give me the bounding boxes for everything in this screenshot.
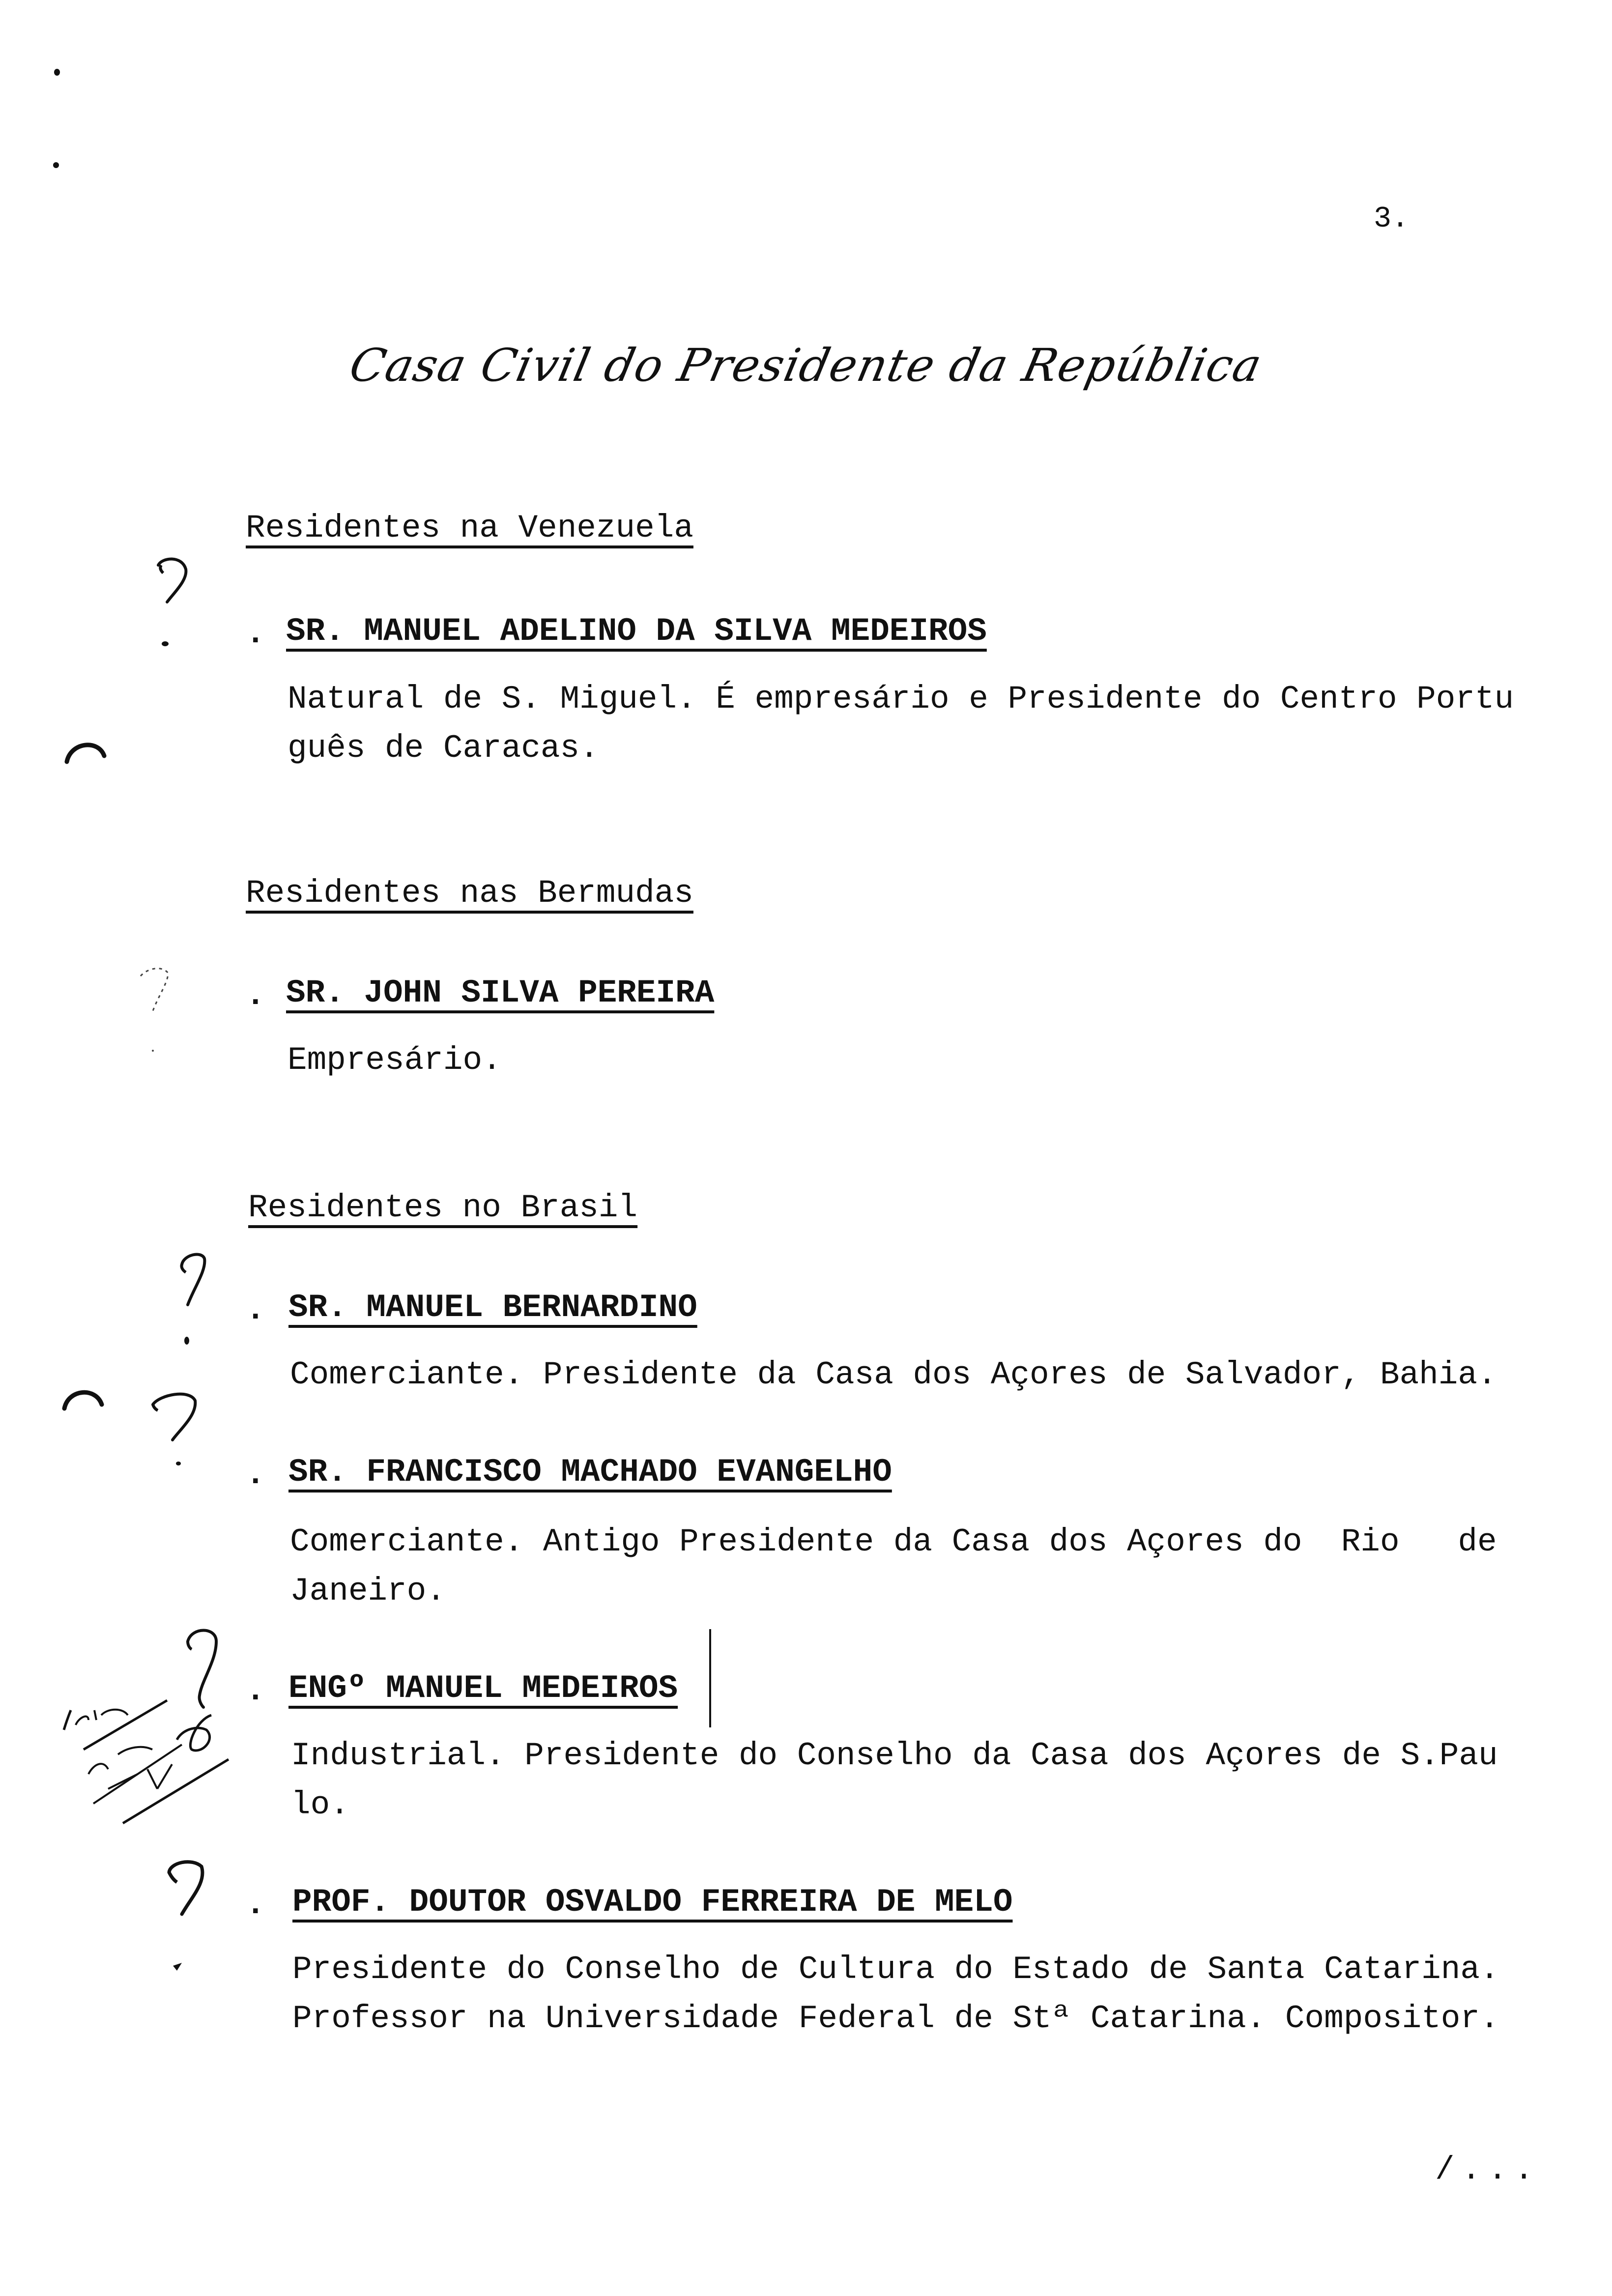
entry-description-line: guês de Caracas. <box>288 730 599 767</box>
entry-name: SR. MANUEL BERNARDINO <box>288 1289 697 1326</box>
entry-description-line: lo. <box>291 1786 349 1823</box>
entry-description-line: Empresário. <box>288 1042 502 1079</box>
section-heading-venezuela: Residentes na Venezuela <box>246 510 693 546</box>
entry-bullet: . <box>246 1456 265 1493</box>
entry-bullet: . <box>246 1672 265 1709</box>
section-heading-bermudas: Residentes nas Bermudas <box>246 875 693 912</box>
handwritten-note-icon <box>54 1622 241 1831</box>
margin-vertical-line <box>709 1629 711 1727</box>
entry-name: SR. MANUEL ADELINO DA SILVA MEDEIROS <box>286 613 987 650</box>
question-mark-icon <box>152 555 192 656</box>
margin-speck-upper <box>52 161 62 173</box>
entry-description-line: Industrial. Presidente do Conselho da Casa dos Açores de S.Pau <box>291 1737 1498 1774</box>
arc-mark-icon <box>64 737 113 769</box>
margin-speck-top <box>53 68 63 80</box>
arc-mark-icon <box>61 1386 111 1418</box>
page-number: 3. <box>1374 202 1410 236</box>
entry-description-line: Janeiro. <box>290 1573 446 1609</box>
entry-description-line: Comerciante. Antigo Presidente da Casa dos Açores do Rio de <box>290 1523 1497 1560</box>
entry-bullet: . <box>246 1886 265 1923</box>
entry-description-line: Comerciante. Presidente da Casa dos Açores de Salvador, Bahia. <box>290 1356 1497 1393</box>
entry-description-line: Presidente do Conselho de Cultura do Estado de Santa Catarina. <box>292 1951 1499 1988</box>
entry-bullet: . <box>246 977 265 1014</box>
question-mark-icon <box>162 1853 216 1973</box>
entry-description-line: Natural de S. Miguel. É empresário e Presidente do Centro Portu <box>288 681 1514 718</box>
entry-name: SR. FRANCISCO MACHADO EVANGELHO <box>288 1454 892 1491</box>
entry-name: PROF. DOUTOR OSVALDO FERREIRA DE MELO <box>292 1884 1013 1921</box>
faint-question-mark-icon <box>138 963 172 1039</box>
section-heading-brasil: Residentes no Brasil <box>248 1189 638 1226</box>
entry-name: SR. JOHN SILVA PEREIRA <box>286 975 715 1011</box>
letterhead-title: Casa Civil do Presidente da República <box>345 339 1267 392</box>
continuation-mark: /... <box>1435 2152 1541 2188</box>
question-mark-icon <box>150 1391 204 1472</box>
entry-description-line: Professor na Universidade Federal de Stª Catarina. Compositor. <box>292 2000 1499 2037</box>
question-mark-icon <box>177 1251 216 1351</box>
entry-name: ENGº MANUEL MEDEIROS <box>288 1670 678 1707</box>
entry-bullet: . <box>246 1292 265 1328</box>
entry-bullet: . <box>246 615 265 652</box>
